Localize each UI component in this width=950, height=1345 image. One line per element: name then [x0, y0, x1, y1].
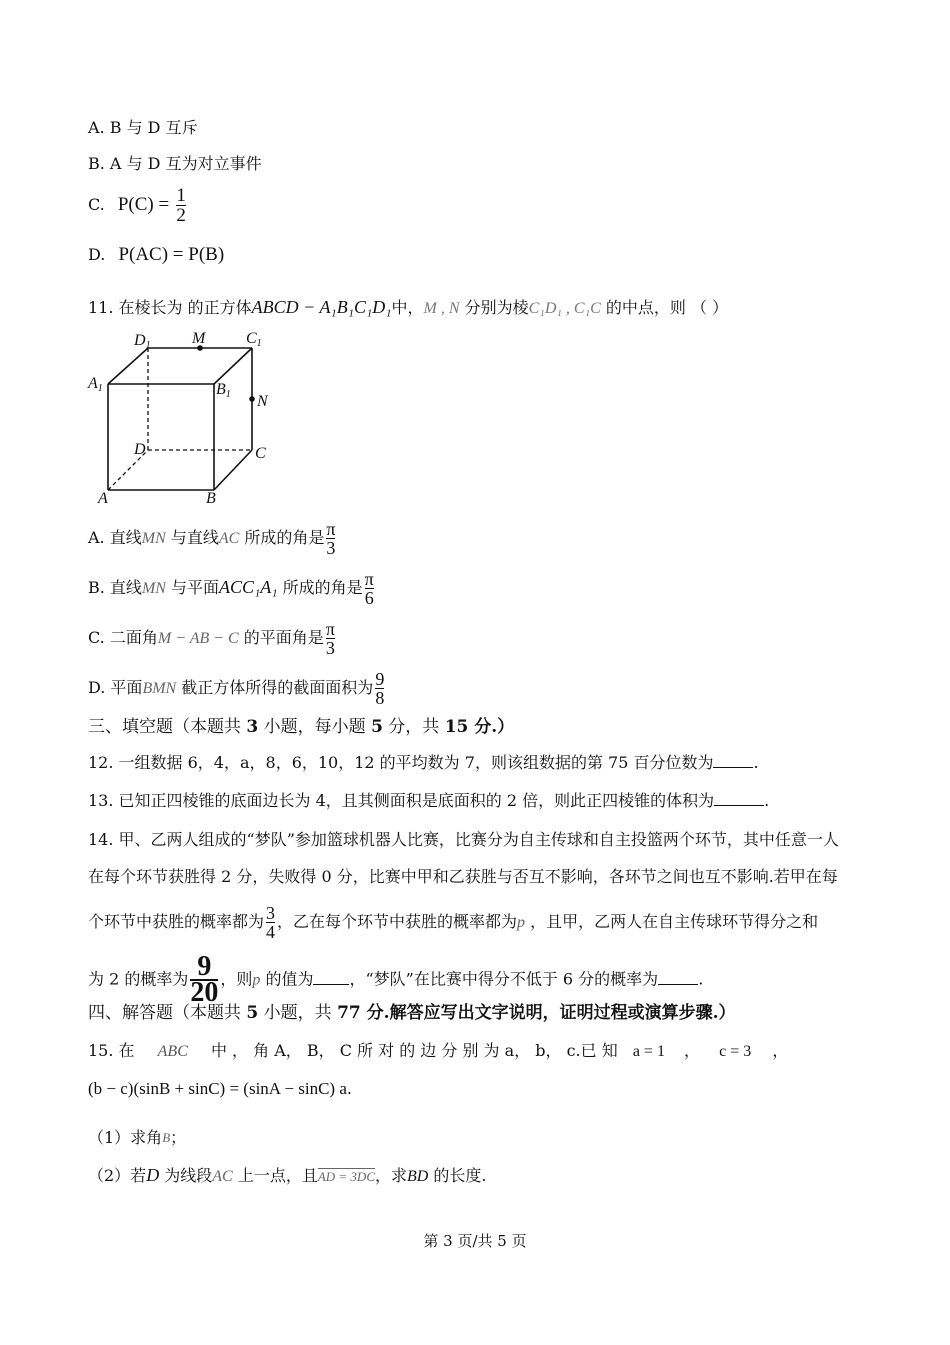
q10-option-a: A. B 与 D 互斥 [88, 118, 198, 137]
prob-expression: P(AC) = P(B) [118, 244, 225, 265]
label-c1: C1 [246, 330, 262, 349]
q15-part-2: （2）若D 为线段AC 上一点，且AD = 3DC，求BD 的长度. [88, 1165, 487, 1185]
page-footer: 第 3 页/共 5 页 [423, 1232, 527, 1250]
answer-blank [658, 969, 698, 985]
cube-figure [86, 328, 286, 508]
q11-option-d: D. 平面BMN 截正方体所得的截面面积为 $\frac{9}{8}$ [88, 669, 385, 708]
label-m: M [192, 330, 206, 347]
q11-option-a: A. 直线MN 与直线AC 所成的角是 $\frac{\pi}{3}$ [88, 519, 336, 558]
section-4-title: 四、解答题（本题共 5 小题，共 77 分.解答应写出文字说明，证明过程或演算步骤.） [88, 1003, 736, 1023]
prob-expression: P(C) = [117, 194, 170, 215]
fraction: $\frac{\pi}{6}$ [364, 569, 374, 608]
q15-part-1: （1）求角$^B$； [88, 1128, 187, 1147]
q14-line-2: 在每个环节获胜得 2 分，失败得 0 分，比赛中甲和乙获胜与否互不影响，各环节之间也互不影响.若甲在每 [88, 867, 838, 886]
label-c: C [255, 445, 266, 462]
q12: 12. 一组数据 6，4，a，8，6，10，12 的平均数为 7，则该组数据的第 75 百分位数为 . [88, 753, 759, 772]
q11-option-c: C. 二面角M − AB − C 的平面角是 $\frac{\pi}{3}$ [88, 619, 335, 658]
q11-option-b: B. 直线MN 与平面ACC₁A₁ 所成的角是 $\frac{\pi}{6}$ [88, 569, 374, 608]
q15-line-2: (b − c)(sinB + sinC) = (sinA − sinC) a. [88, 1079, 352, 1098]
option-letter: D. [88, 245, 106, 264]
label-n: N [257, 393, 268, 410]
answer-blank [713, 752, 753, 768]
q14-line-3: 个环节中获胜的概率都为 $\frac{3}{4}$ ，乙在每个环节中获胜的概率都为p ，且甲，乙两人在自主传球环节得分之和 [88, 903, 819, 942]
fraction: $\frac{9}{20}$ [190, 951, 219, 1008]
label-a: A [98, 490, 108, 507]
q11-stem: 11. 在棱长为 的正方体ABCD − A₁B₁C₁D₁中，M , N 分别为棱C₁D₁ , C₁C 的中点，则 （ ） [88, 297, 729, 317]
q13: 13. 已知正四棱锥的底面边长为 4，且其侧面积是底面积的 2 倍，则此正四棱锥的体积为 . [88, 791, 770, 810]
q15-line-1: 15. 在 ABC 中 ， 角 A， B， C 所 对 的 边 分 别 为 a， b， c.已 知 a = 1 ， c = 3 ， [88, 1041, 789, 1060]
fraction: $\frac{1}{2}$ [176, 185, 186, 226]
label-d1: D1 [134, 332, 151, 351]
answer-blank [313, 969, 349, 985]
point-n [249, 396, 255, 402]
fraction: $\frac{3}{4}$ [266, 903, 276, 942]
q10-option-d [88, 244, 224, 266]
label-b: B [206, 490, 216, 507]
label-b1: B1 [216, 381, 231, 400]
q10-option-b: B. A 与 D 互为对立事件 [88, 154, 262, 173]
fraction: $\frac{9}{8}$ [375, 669, 385, 708]
q10-option-c [88, 186, 188, 225]
label-a1: A1 [88, 375, 103, 394]
fraction: $\frac{\pi}{3}$ [325, 619, 335, 658]
label-d: D [134, 441, 146, 458]
option-letter: C. [88, 195, 105, 214]
q14-line-1: 14. 甲、乙两人组成的“梦队”参加篮球机器人比赛，比赛分为自主传球和自主投篮两个环节，其中任意一人 [88, 830, 839, 849]
q14-line-4: 为 2 的概率为 $\frac{9}{20}$ ，则p 的值为 ，“梦队”在比赛中得分不低于 6 分的概率为 . [88, 951, 704, 1008]
fraction: $\frac{\pi}{3}$ [326, 519, 336, 558]
section-3-title: 三、填空题（本题共 3 小题，每小题 5 分，共 15 分.） [88, 717, 515, 737]
answer-blank [714, 790, 764, 806]
